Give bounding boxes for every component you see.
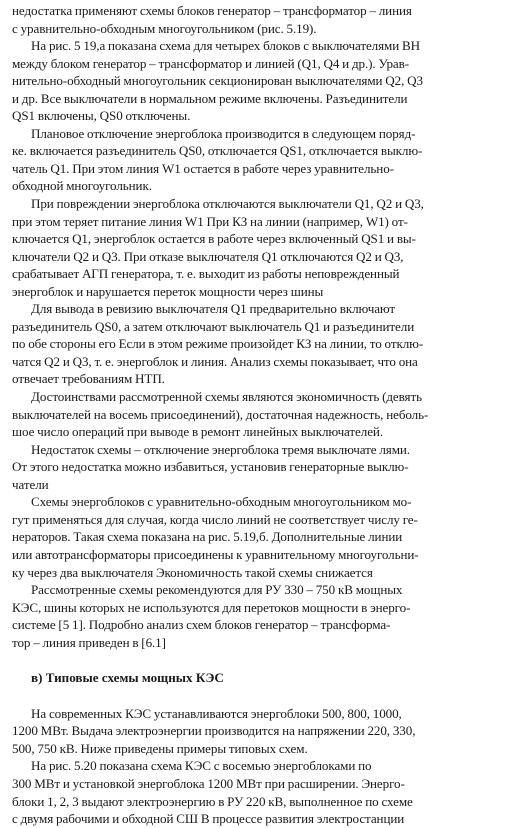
paragraph	[12, 388, 495, 441]
text-line: при этом теряет питание линия W1 При КЗ на линии (например, W1) от-	[12, 213, 408, 229]
text-line: КЭС, шины которых не используются для перетоков мощности в энерго-	[12, 599, 411, 615]
text-line: нераторов. Такая схема показана на рис. 5.19,б. Дополнительные линии	[12, 529, 403, 545]
text-line: 300 МВт и установкой энергоблока 1200 МВт при расширении. Энерго-	[12, 775, 405, 791]
text-line: с уравнительно-обходным многоугольником (рис. 5.19).	[12, 20, 317, 36]
paragraph	[12, 125, 495, 195]
text-line: Плановое отключение энергоблока производится в следующем поряд-	[31, 125, 416, 141]
text-line: по обе стороны его Если в этом режиме произойдет КЗ на линии, то отклю-	[12, 336, 424, 352]
text-line: разъединитель QS0, а затем отключают выключатель Q1 и разъединители	[12, 318, 415, 334]
text-line: с двумя рабочими и обходной СШ В процессе развития электростанции	[12, 811, 405, 827]
text-line: между блоком генератор – трансформатор и линией (Q1, Q4 и др.). Урав-	[12, 55, 409, 71]
paragraph	[12, 300, 495, 388]
text-line: чатель Q1. При этом линия W1 остается в работе через уравнительно-	[12, 160, 394, 176]
body-text-section-2	[12, 705, 495, 828]
text-line: гут применяться для случая, когда число линий не соответствует числу ге-	[12, 511, 418, 527]
text-line: 1200 МВт. Выдача электроэнергии производится на напряжении 220, 330,	[12, 723, 416, 739]
text-line: системе [5 1]. Подробно анализ схем блоков генератор – трансформа-	[12, 617, 391, 633]
paragraph	[12, 757, 495, 827]
text-line: От этого недостатка можно избавиться, установив генераторные выклю-	[12, 459, 409, 475]
text-line: ке. включается разъединитель QS0, отключается QS1, отключается выклю-	[12, 143, 423, 159]
text-line: На современных КЭС устанавливаются энергоблоки 500, 800, 1000,	[31, 705, 402, 721]
text-line: шое число операций при выводе в ремонт линейных выключателей.	[12, 424, 383, 440]
paragraph	[12, 581, 495, 651]
text-line: При повреждении энергоблока отключаются выключатели Q1, Q2 и Q3,	[31, 196, 424, 212]
text-line: недостатка применяют схемы блоков генератор – трансформатор – линия	[12, 3, 412, 18]
text-line: 500, 750 кВ. Ниже приведены примеры типовых схем.	[12, 740, 308, 756]
text-line: На рис. 5 19,а показана схема для четырех блоков с выключателями ВН	[31, 38, 420, 54]
text-line: отвечает требованиям НТП.	[12, 371, 165, 387]
text-line: ку через два выключателя Экономичность такой схемы снижается	[12, 564, 373, 580]
text-line: нительно-обходный многоугольник секционирован выключателями Q2, Q3	[12, 73, 423, 89]
body-text-section-1	[12, 2, 495, 651]
text-line: Схемы энергоблоков с уравнительно-обходным многоугольником мо-	[31, 494, 412, 510]
text-line: Рассмотренные схемы рекомендуются для РУ 330 – 750 кВ мощных	[31, 582, 403, 598]
paragraph	[12, 37, 495, 125]
text-line: чатся Q2 и Q3, т. е. энергоблок и линия. Анализ схемы показывает, что она	[12, 353, 418, 369]
text-line: Недостаток схемы – отключение энергоблока тремя выключате лями.	[31, 441, 410, 457]
text-line: QS1 включены, QS0 отключены.	[12, 108, 191, 124]
text-line: или автотрансформаторы присоединены к уравнительному многоугольни-	[12, 546, 419, 562]
text-line: и др. Все выключатели в нормальном режиме включены. Разъединители	[12, 90, 408, 106]
text-line: энергоблок и нарушается переток мощности через шины	[12, 283, 324, 299]
text-line: блоки 1, 2, 3 выдают электроэнергию в РУ 220 кВ, выполненное по схеме	[12, 793, 413, 809]
text-line: ключается Q1, энергоблок остается в работе через включенный QS1 и вы-	[12, 231, 416, 247]
section-heading: в) Типовые схемы мощных КЭС	[31, 670, 224, 686]
paragraph	[12, 493, 495, 581]
text-line: выключателей на восемь присоединений), достаточная надежность, неболь-	[12, 406, 429, 422]
text-line: обходной многоугольник.	[12, 178, 152, 194]
text-line: На рис. 5.20 показана схема КЭС с восемью энергоблоками по	[31, 758, 372, 774]
text-line: Достоинствами рассмотренной схемы являются экономичность (девять	[31, 389, 422, 405]
paragraph	[12, 705, 495, 758]
text-line: ключатели Q2 и Q3. При отказе выключателя Q1 отключаются Q2 и Q3,	[12, 248, 404, 264]
text-line: Для вывода в ревизию выключателя Q1 предварительно включают	[31, 301, 396, 317]
paragraph	[12, 441, 495, 494]
paragraph	[12, 195, 495, 300]
paragraph	[12, 2, 495, 37]
text-line: срабатывает АГП генератора, т. е. выходит из работы неповрежденный	[12, 266, 400, 282]
text-line: тор – линия приведен в [6.1]	[12, 634, 166, 650]
text-line: чатели	[12, 476, 49, 492]
